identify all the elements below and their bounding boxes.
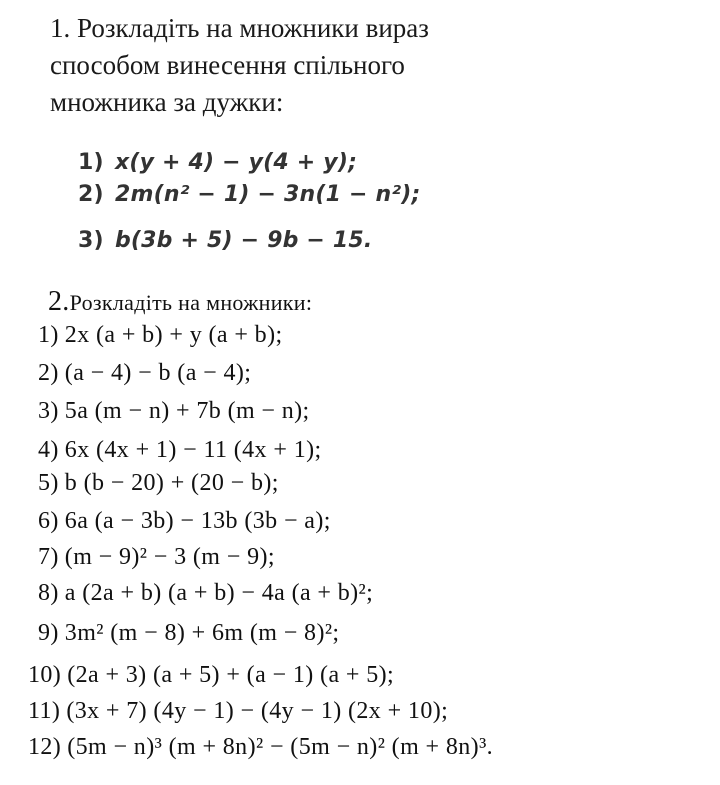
item-number: 3) [78, 228, 104, 253]
item-number: 10) [28, 662, 62, 688]
item-expression: (m − 9)² − 3 (m − 9); [64, 544, 275, 570]
item-expression: 2x (a + b) + y (a + b); [64, 322, 283, 348]
task2-item [38, 322, 283, 349]
task1-heading-line: способом винесення спільного [50, 50, 405, 80]
item-expression: x(y + 4) − y(4 + y); [114, 150, 358, 175]
item-number: 9) [38, 620, 59, 646]
item-expression: a (2a + b) (a + b) − 4a (a + b)²; [64, 580, 374, 606]
item-expression: 6a (a − 3b) − 13b (3b − a); [64, 508, 331, 534]
task2-item [38, 580, 373, 607]
task2-item [38, 544, 275, 571]
item-number: 12) [28, 734, 62, 760]
task2-title: Розкладіть на множники: [69, 290, 313, 315]
item-expression: 3m² (m − 8) + 6m (m − 8)²; [64, 620, 340, 646]
item-number: 6) [38, 508, 59, 534]
item-expression: (2a + 3) (a + 5) + (a − 1) (a + 5); [67, 662, 395, 688]
task1-heading-line: множника за дужки: [50, 87, 284, 117]
task2-item [38, 360, 251, 387]
item-number: 2) [38, 360, 59, 386]
task2-item [38, 620, 340, 647]
item-number: 1) [38, 322, 59, 348]
item-number: 2) [78, 182, 104, 207]
item-expression: (5m − n)³ (m + 8n)² − (5m − n)² (m + 8n)³. [67, 734, 494, 760]
task2-number: 2. [48, 286, 70, 317]
item-expression: 5a (m − n) + 7b (m − n); [64, 398, 310, 424]
task2-item [28, 698, 448, 725]
task2-item [38, 470, 279, 497]
item-number: 3) [38, 398, 59, 424]
task2-item [28, 662, 394, 689]
item-number: 7) [38, 544, 59, 570]
task2-item [28, 734, 493, 761]
item-expression: 6x (4x + 1) − 11 (4x + 1); [64, 437, 322, 463]
item-number: 1) [78, 150, 104, 175]
task2-item [38, 398, 310, 425]
item-expression: 2m(n² − 1) − 3n(1 − n²); [114, 182, 421, 207]
item-expression: b (b − 20) + (20 − b); [64, 470, 279, 496]
task2-item [38, 437, 322, 464]
item-number: 11) [28, 698, 61, 724]
item-number: 4) [38, 437, 59, 463]
item-expression: b(3b + 5) − 9b − 15. [114, 228, 373, 253]
item-number: 5) [38, 470, 59, 496]
item-expression: (3x + 7) (4y − 1) − (4y − 1) (2x + 10); [66, 698, 449, 724]
item-expression: (a − 4) − b (a − 4); [64, 360, 252, 386]
task1-heading-line: 1. Розкладіть на множники вираз [50, 13, 429, 43]
task2-item [38, 508, 331, 535]
item-number: 8) [38, 580, 59, 606]
